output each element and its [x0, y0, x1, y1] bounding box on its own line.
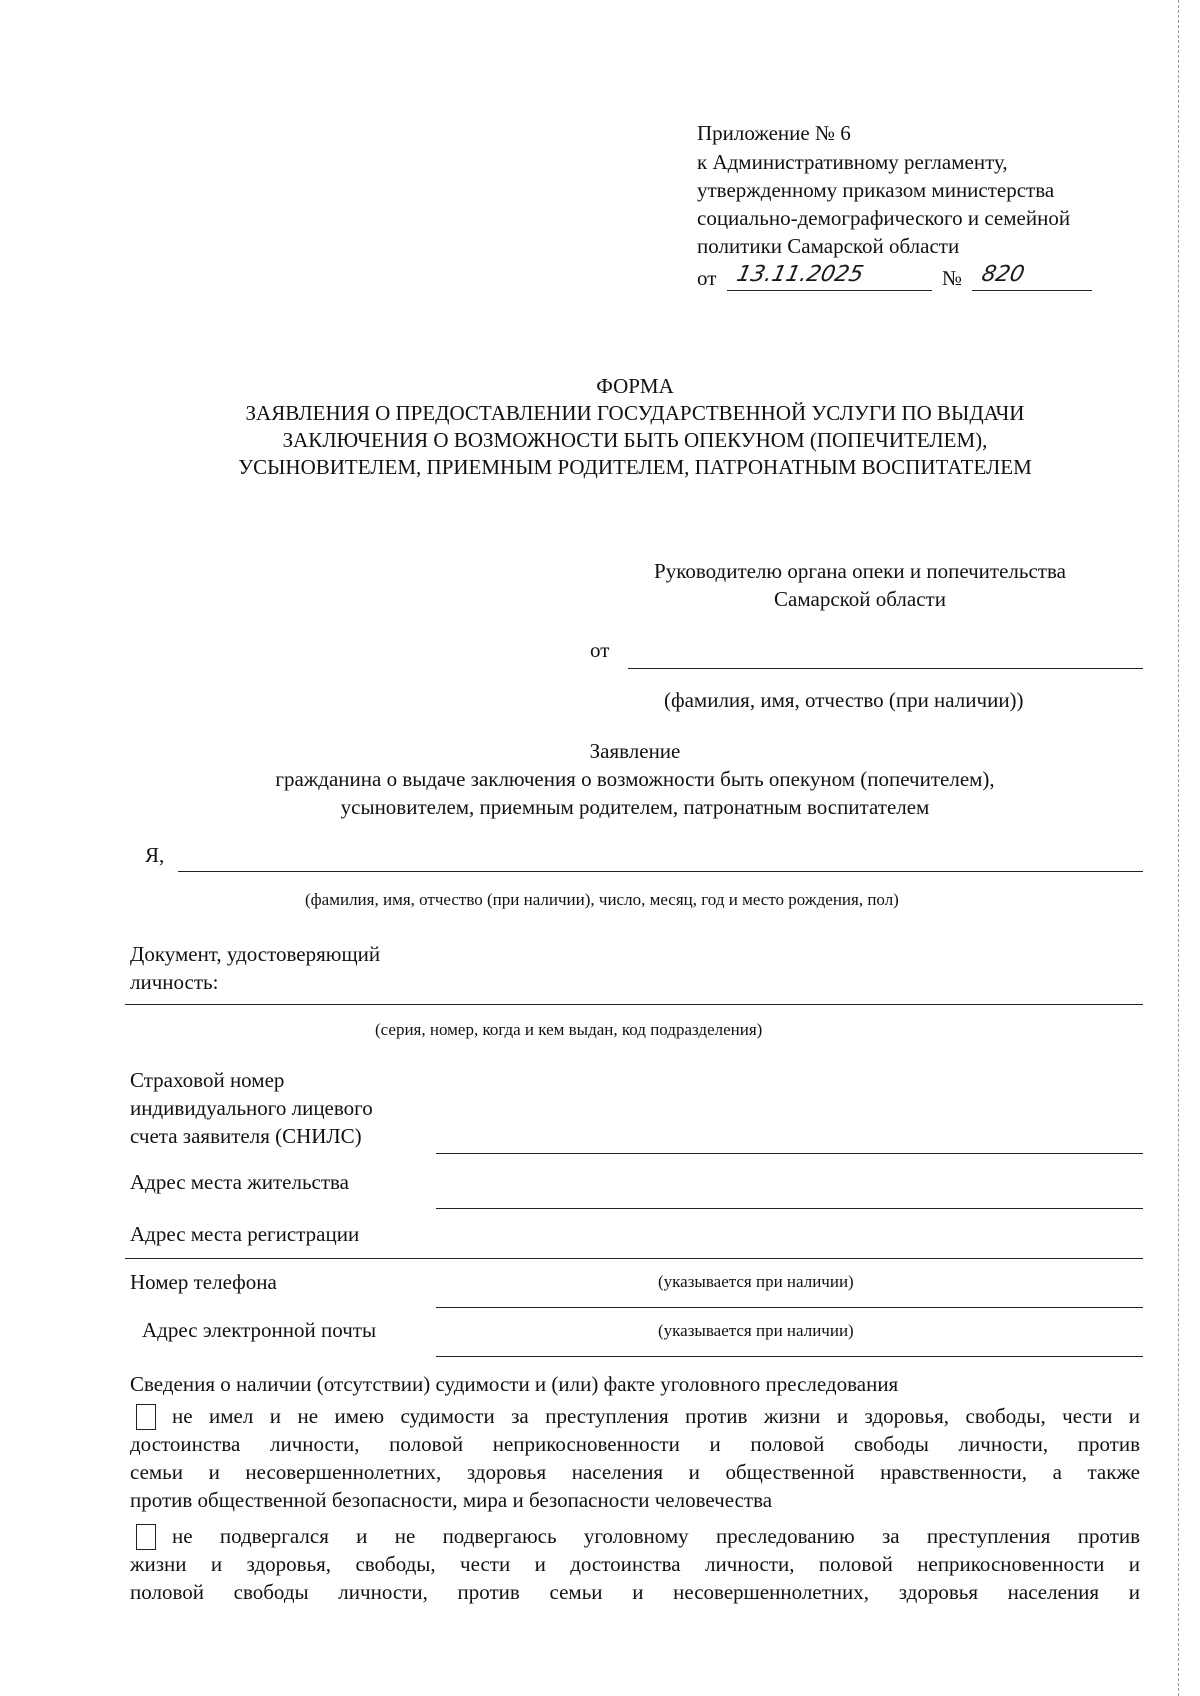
statement-subtitle-2: усыновителем, приемным родителем, патронатным воспитателем [340, 795, 930, 819]
id-doc-caption: (серия, номер, когда и кем выдан, код подразделения) [375, 1020, 763, 1039]
no-conviction-line-4: против общественной безопасности, мира и безопасности человечества [130, 1488, 773, 1512]
addressee-line-2: Самарской области [774, 587, 946, 611]
appendix-line-2: к Административному регламенту, [697, 150, 1008, 174]
appendix-line-3: утвержденному приказом министерства [697, 178, 1055, 202]
snils-field[interactable] [436, 1153, 1143, 1154]
applicant-name-caption: (фамилия, имя, отчество (при наличии)) [664, 688, 1024, 712]
residence-label: Адрес места жительства [130, 1170, 349, 1194]
applicant-details-caption: (фамилия, имя, отчество (при наличии), число, месяц, год и место рождения, пол) [305, 890, 899, 909]
criminal-heading: Сведения о наличии (отсутствии) судимости и (или) факте уголовного преследования [130, 1372, 899, 1396]
appendix-line-4: социально-демографического и семейной [697, 206, 1071, 230]
addressee-line-1: Руководителю органа опеки и попечительства [654, 559, 1066, 583]
phone-label: Номер телефона [130, 1270, 277, 1294]
date-prefix: от [697, 266, 717, 290]
form-title-line-3: ЗАКЛЮЧЕНИЯ О ВОЗМОЖНОСТИ БЫТЬ ОПЕКУНОМ (ПОПЕЧИТЕЛЕМ), [282, 428, 988, 452]
handwritten-date: 13.11.2025 [734, 262, 866, 287]
statement-subtitle-1: гражданина о выдаче заключения о возможности быть опекуном (попечителем), [275, 767, 995, 791]
registration-field[interactable] [125, 1258, 1143, 1259]
no-conviction-line-2: достоинства личности, половой неприкосновенности и половой свободы личности, против [130, 1432, 1140, 1456]
snils-label-2: индивидуального лицевого [130, 1096, 373, 1120]
id-doc-field[interactable] [125, 1004, 1143, 1005]
no-prosecution-line-2: жизни и здоровья, свободы, чести и достоинства личности, половой неприкосновенности и [130, 1552, 1140, 1576]
email-caption: (указывается при наличии) [658, 1321, 854, 1340]
applicant-details-field[interactable] [178, 871, 1143, 872]
residence-field[interactable] [436, 1208, 1143, 1209]
id-doc-label-1: Документ, удостоверяющий [130, 942, 381, 966]
form-title-line-2: ЗАЯВЛЕНИЯ О ПРЕДОСТАВЛЕНИИ ГОСУДАРСТВЕННОЙ УСЛУГИ ПО ВЫДАЧИ [245, 401, 1025, 425]
number-underline [972, 290, 1092, 291]
no-prosecution-line-1: не подвергался и не подвергаюсь уголовному преследованию за преступления против [172, 1524, 1140, 1548]
appendix-title: Приложение № 6 [697, 121, 851, 145]
appendix-line-5: политики Самарской области [697, 234, 960, 258]
no-prosecution-line-3: половой свободы личности, против семьи и несовершеннолетних, здоровья населения и [130, 1580, 1140, 1604]
form-title-word: ФОРМА [596, 374, 674, 398]
snils-label-3: счета заявителя (СНИЛС) [130, 1124, 362, 1148]
scan-edge-line [1178, 0, 1179, 1696]
applicant-name-field[interactable] [628, 668, 1143, 669]
snils-label-1: Страховой номер [130, 1068, 285, 1092]
form-title-line-4: УСЫНОВИТЕЛЕМ, ПРИЕМНЫМ РОДИТЕЛЕМ, ПАТРОНАТНЫМ ВОСПИТАТЕЛЕМ [238, 455, 1032, 479]
no-conviction-line-1: не имел и не имею судимости за преступления против жизни и здоровья, свободы, чести и [172, 1404, 1140, 1428]
handwritten-number: 820 [979, 262, 1027, 287]
no-conviction-line-3: семьи и несовершеннолетних, здоровья населения и общественной нравственности, а также [130, 1460, 1140, 1484]
email-label: Адрес электронной почты [142, 1318, 377, 1342]
phone-field[interactable] [436, 1307, 1143, 1308]
id-doc-label-2: личность: [130, 970, 219, 994]
email-field[interactable] [436, 1356, 1143, 1357]
from-label: от [590, 638, 610, 662]
phone-caption: (указывается при наличии) [658, 1272, 854, 1291]
registration-label: Адрес места регистрации [130, 1222, 360, 1246]
i-label: Я, [145, 843, 165, 867]
number-prefix: № [942, 266, 963, 290]
statement-title: Заявление [589, 739, 681, 763]
date-underline [727, 290, 932, 291]
